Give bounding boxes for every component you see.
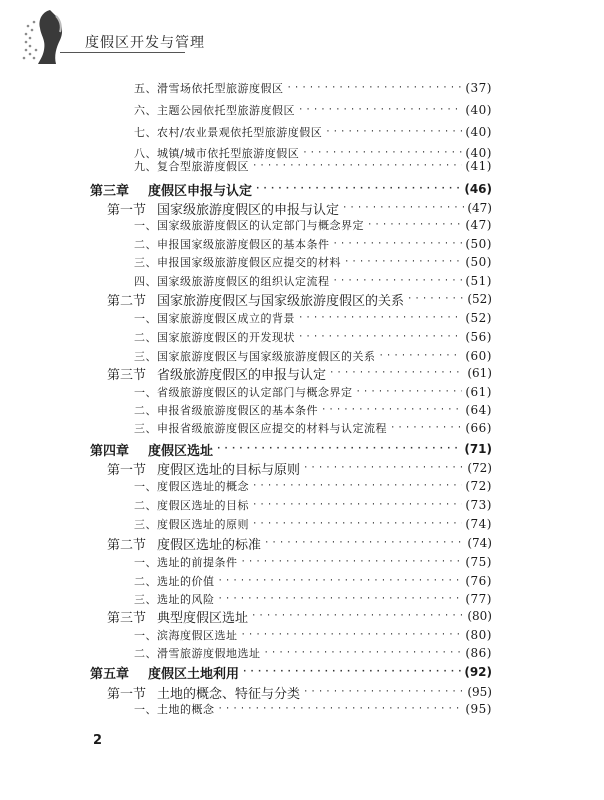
toc-title: 复合型旅游度假区	[157, 160, 249, 173]
toc-title: 度假区申报与认定	[148, 183, 253, 199]
toc-leader-dots	[329, 364, 464, 382]
toc-title: 省级旅游度假区的认定部门与概念界定	[157, 386, 353, 399]
toc-leader-dots	[252, 157, 462, 175]
toc-leader-dots	[255, 180, 461, 198]
toc-item[interactable]	[134, 309, 492, 327]
toc-number: 四、	[134, 275, 157, 288]
toc-page-number: (40)	[465, 103, 492, 117]
toc-title: 国家旅游度假区成立的背景	[157, 312, 295, 325]
toc-title: 国家级旅游度假区的认定部门与概念界定	[157, 219, 364, 232]
toc-leader-dots	[356, 383, 463, 401]
toc-page-number: (37)	[465, 81, 492, 95]
toc-number: 二、	[134, 499, 157, 512]
toc-number: 第三节	[107, 367, 147, 383]
toc-leader-dots	[325, 123, 462, 141]
toc-page-number: (61)	[467, 366, 492, 380]
toc-chapter[interactable]	[90, 440, 492, 458]
toc-number: 一、	[134, 629, 157, 642]
toc-leader-dots	[333, 272, 463, 290]
toc-number: 三、	[134, 593, 157, 606]
toc-number: 八、	[134, 147, 157, 160]
toc-leader-dots	[218, 700, 463, 718]
toc-page-number: (71)	[464, 442, 492, 456]
toc-leader-dots	[298, 101, 462, 119]
toc-page-number: (74)	[467, 536, 492, 550]
toc-section[interactable]	[107, 364, 492, 382]
toc-item[interactable]	[134, 383, 492, 401]
toc-number: 三、	[134, 518, 157, 531]
toc-page-number: (56)	[465, 330, 492, 344]
toc-leader-dots	[298, 309, 462, 327]
toc-page-number: (51)	[465, 274, 492, 288]
toc-leader-dots	[216, 440, 461, 458]
toc-number: 第五章	[90, 666, 130, 682]
toc-number: 第一节	[107, 686, 147, 702]
toc-leader-dots	[264, 644, 463, 662]
toc-title: 申报省级旅游度假区的基本条件	[157, 404, 318, 417]
toc-leader-dots	[303, 459, 464, 477]
toc-title: 度假区选址的目标与原则	[157, 462, 301, 478]
toc-page-number: (52)	[467, 292, 492, 306]
toc-leader-dots	[407, 290, 464, 308]
toc-page-number: (74)	[465, 517, 492, 531]
toc-number: 二、	[134, 647, 157, 660]
toc-leader-dots	[251, 607, 464, 625]
toc-title: 土地的概念	[157, 703, 215, 716]
toc-chapter[interactable]	[90, 180, 492, 198]
toc-number: 一、	[134, 556, 157, 569]
toc-number: 六、	[134, 104, 157, 117]
toc-item[interactable]	[134, 235, 492, 253]
toc-number: 一、	[134, 703, 157, 716]
toc-number: 第一节	[107, 462, 147, 478]
toc-number: 二、	[134, 404, 157, 417]
toc-number: 五、	[134, 82, 157, 95]
toc-title: 典型度假区选址	[157, 610, 249, 626]
toc-leader-dots	[264, 534, 464, 552]
running-header-title: 度假区开发与管理	[85, 35, 205, 51]
toc-page-number: (40)	[465, 146, 492, 160]
toc-title: 滑雪旅游度假地选址	[157, 647, 261, 660]
toc-page-number: (73)	[465, 498, 492, 512]
toc-leader-dots	[321, 401, 462, 419]
toc-number: 二、	[134, 331, 157, 344]
toc-item[interactable]	[134, 157, 492, 175]
toc-title: 度假区土地利用	[148, 666, 240, 682]
toc-item[interactable]	[134, 347, 492, 365]
toc-page-number: (66)	[465, 421, 492, 435]
header-rule	[60, 52, 185, 53]
toc-number: 第四章	[90, 443, 130, 459]
toc-item[interactable]	[134, 328, 492, 346]
toc-title: 省级旅游度假区的申报与认定	[157, 367, 327, 383]
toc-title: 国家旅游度假区与国家级旅游度假区的关系	[157, 350, 376, 363]
toc-number: 第三章	[90, 183, 130, 199]
page-number: 2	[93, 733, 103, 748]
toc-number: 七、	[134, 126, 157, 139]
toc-title: 申报国家级旅游度假区的基本条件	[157, 238, 330, 251]
toc-item[interactable]	[134, 79, 492, 97]
toc-number: 九、	[134, 160, 157, 173]
toc-title: 国家旅游度假区与国家级旅游度假区的关系	[157, 293, 405, 309]
toc-title: 申报国家级旅游度假区应提交的材料	[157, 256, 341, 269]
toc-section[interactable]	[107, 683, 492, 701]
toc-title: 选址的价值	[157, 575, 215, 588]
toc-number: 第二节	[107, 537, 147, 553]
toc-item[interactable]	[134, 626, 492, 644]
toc-page-number: (92)	[464, 665, 492, 679]
toc-number: 一、	[134, 219, 157, 232]
toc-leader-dots	[379, 347, 463, 365]
toc-title: 选址的风险	[157, 593, 215, 606]
toc-title: 选址的前提条件	[157, 556, 238, 569]
toc-title: 国家级旅游度假区的申报与认定	[157, 202, 340, 218]
toc-chapter[interactable]	[90, 663, 492, 681]
toc-number: 一、	[134, 480, 157, 493]
toc-item[interactable]	[134, 700, 492, 718]
toc-page-number: (40)	[465, 125, 492, 139]
toc-page-number: (75)	[465, 555, 492, 569]
toc-title: 城镇/城市依托型旅游度假区	[157, 147, 300, 160]
toc-title: 国家旅游度假区的开发现状	[157, 331, 295, 344]
book-emblem-icon	[20, 6, 90, 68]
toc-page-number: (76)	[465, 574, 492, 588]
toc-title: 申报省级旅游度假区应提交的材料与认定流程	[157, 422, 387, 435]
toc-leader-dots	[218, 572, 463, 590]
toc-page-number: (72)	[465, 479, 492, 493]
toc-page-number: (50)	[465, 255, 492, 269]
toc-title: 滨海度假区选址	[157, 629, 238, 642]
toc-leader-dots	[252, 515, 462, 533]
toc-item[interactable]	[134, 401, 492, 419]
toc-leader-dots	[242, 663, 461, 681]
toc-leader-dots	[298, 328, 462, 346]
toc-title: 农村/农业景观依托型旅游度假区	[157, 126, 323, 139]
running-header	[0, 0, 604, 70]
toc-page-number: (52)	[465, 311, 492, 325]
toc-item[interactable]	[134, 253, 492, 271]
toc-leader-dots	[367, 216, 462, 234]
toc-page-number: (47)	[465, 218, 492, 232]
toc-page-number: (95)	[465, 702, 492, 716]
toc-leader-dots	[390, 419, 462, 437]
toc-leader-dots	[241, 553, 463, 571]
toc-title: 土地的概念、特征与分类	[157, 686, 301, 702]
toc-number: 二、	[134, 238, 157, 251]
toc-number: 第三节	[107, 610, 147, 626]
toc-item[interactable]	[134, 419, 492, 437]
toc-number: 第一节	[107, 202, 147, 218]
toc-leader-dots	[342, 199, 464, 217]
toc-leader-dots	[252, 477, 462, 495]
toc-item[interactable]	[134, 123, 492, 141]
toc-title: 主题公园依托型旅游度假区	[157, 104, 295, 117]
toc-section[interactable]	[107, 534, 492, 552]
toc-item[interactable]	[134, 590, 492, 608]
toc-leader-dots	[218, 590, 463, 608]
toc-leader-dots	[303, 683, 464, 701]
toc-leader-dots	[287, 79, 463, 97]
toc-item[interactable]	[134, 496, 492, 514]
toc-page-number: (86)	[465, 646, 492, 660]
toc-item[interactable]	[134, 101, 492, 119]
toc-title: 度假区选址的目标	[157, 499, 249, 512]
toc-number: 第二节	[107, 293, 147, 309]
toc-item[interactable]	[134, 477, 492, 495]
toc-section[interactable]	[107, 290, 492, 308]
toc-section[interactable]	[107, 459, 492, 477]
toc-page-number: (47)	[467, 201, 492, 215]
toc-title: 度假区选址	[148, 443, 214, 459]
toc-page-number: (80)	[467, 609, 492, 623]
toc-number: 一、	[134, 312, 157, 325]
toc-item[interactable]	[134, 515, 492, 533]
toc-title: 度假区选址的原则	[157, 518, 249, 531]
toc-page-number: (72)	[467, 461, 492, 475]
toc-section[interactable]	[107, 199, 492, 217]
toc-number: 三、	[134, 422, 157, 435]
toc-page-number: (80)	[465, 628, 492, 642]
toc-title: 国家级旅游度假区的组织认定流程	[157, 275, 330, 288]
toc-leader-dots	[241, 626, 463, 644]
toc-page-number: (95)	[467, 685, 492, 699]
toc-leader-dots	[333, 235, 463, 253]
toc-leader-dots	[344, 253, 462, 271]
toc-page-number: (60)	[465, 349, 492, 363]
toc-page-number: (77)	[465, 592, 492, 606]
toc-page-number: (61)	[465, 385, 492, 399]
toc-section[interactable]	[107, 607, 492, 625]
toc-item[interactable]	[134, 272, 492, 290]
toc-page-number: (46)	[464, 182, 492, 196]
toc-number: 一、	[134, 386, 157, 399]
toc-number: 三、	[134, 256, 157, 269]
toc-item[interactable]	[134, 553, 492, 571]
toc-page-number: (50)	[465, 237, 492, 251]
toc-leader-dots	[252, 496, 462, 514]
toc-title: 度假区选址的概念	[157, 480, 249, 493]
toc-title: 度假区选址的标准	[157, 537, 262, 553]
toc-page-number: (64)	[465, 403, 492, 417]
toc-item[interactable]	[134, 644, 492, 662]
toc-title: 滑雪场依托型旅游度假区	[157, 82, 284, 95]
toc-item[interactable]	[134, 572, 492, 590]
toc-item[interactable]	[134, 216, 492, 234]
toc-number: 三、	[134, 350, 157, 363]
toc-number: 二、	[134, 575, 157, 588]
toc-page-number: (41)	[465, 159, 492, 173]
